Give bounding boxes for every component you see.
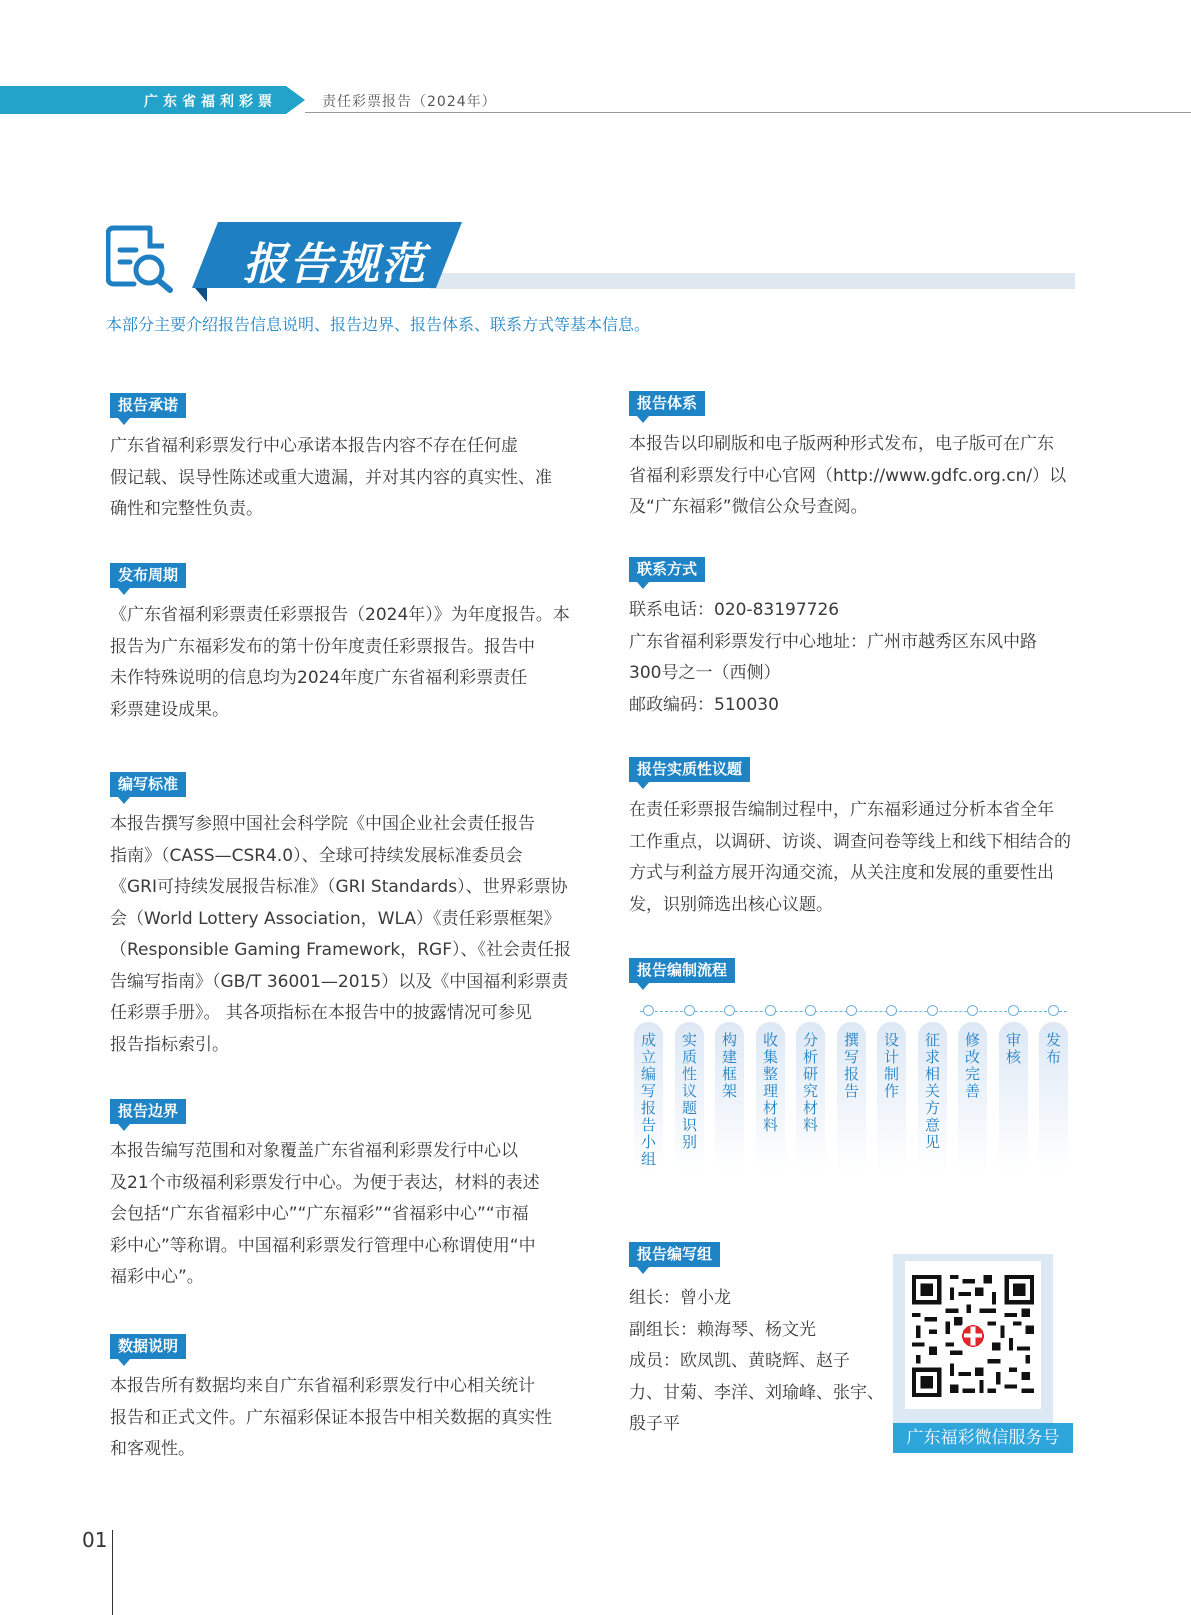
page-title: 报告规范 [243,239,427,290]
paragraph-system: 本报告以印刷版和电子版两种形式发布，电子版可在广东 省福利彩票发行中心官网（http://www.gdfc.org.cn/）以 及“广东福彩”微信公众号查阅。 [629,434,1067,517]
paragraph-standard: 本报告撰写参照中国社会科学院《中国企业社会责任报告 指南》（CASS—CSR4.0）、全球可持续发展标准委员会 《GRI可持续发展报告标准》（GRI Standards）、世界彩票协 会（World Lottery Association，WLA）《责任彩票框架》 （Responsible Gaming Framework，RGF）、《社会责任报 告编写指南》（GB/T 36001—2015）以及《中国福利彩票责 任彩票手册》。 其各项指标在本报告中的披露情况可参见 报告指标索引。 [110,814,571,1055]
page-number: 01 [82,1528,108,1552]
process-dot [1048,1005,1059,1016]
paragraph-data: 本报告所有数据均来自广东省福利彩票发行中心相关统计 报告和正式文件。广东福彩保证本报告中相关数据的真实性 和客观性。 [110,1376,552,1459]
header-report-title: 责任彩票报告（2024年） [322,94,497,110]
section-label-system: 报告体系 [629,391,705,416]
paragraph-commit: 广东省福利彩票发行中心承诺本报告内容不存在任何虚 假记载、误导性陈述或重大遗漏，并对其内容的真实性、准 确性和完整性负责。 [110,436,552,519]
process-dot [967,1005,978,1016]
process-dot [684,1005,695,1016]
section-label-contact: 联系方式 [629,557,705,582]
process-dot [927,1005,938,1016]
section-label-cycle: 发布周期 [110,563,186,588]
process-step: 实质性议题识别 [675,1022,704,1172]
process-dot [1008,1005,1019,1016]
section-label-process: 报告编制流程 [629,958,735,983]
paragraph-boundary: 本报告编写范围和对象覆盖广东省福利彩票发行中心以 及21个市级福利彩票发行中心。为便于表达，材料的表述 会包括“广东省福彩中心”“广东福彩”“省福彩中心”“市福 彩中心”等称谓。中国福利彩票发行管理中心称谓使用“中 福彩中心”。 [110,1141,540,1287]
process-dot [643,1005,654,1016]
paragraph-topics: 在责任彩票报告编制过程中，广东福彩通过分析本省全年 工作重点，以调研、访谈、调查问卷等线上和线下相结合的 方式与利益方展开沟通交流，从关注度和发展的重要性出 发，识别筛选出核心议题。 [629,800,1071,915]
process-step: 成立编写报告小组 [634,1022,663,1172]
process-step: 征求相关方意见 [918,1022,947,1172]
document-search-icon [106,224,176,294]
process-dot [765,1005,776,1016]
process-dot [805,1005,816,1016]
qr-caption: 广东福彩微信服务号 [893,1423,1073,1453]
section-label-topics: 报告实质性议题 [629,757,750,782]
process-dot [846,1005,857,1016]
process-dot [886,1005,897,1016]
process-step: 分析研究材料 [796,1022,825,1172]
process-step: 设计制作 [877,1022,906,1172]
process-step: 发布 [1039,1022,1068,1172]
process-step: 构建框架 [715,1022,744,1172]
section-label-commit: 报告承诺 [110,393,186,418]
paragraph-team: 组长：曾小龙 副组长：赖海琴、杨文光 成员：欧凤凯、黄晓辉、赵子 力、甘菊、李洋、刘瑜峰、张宇、 殷子平 [629,1288,884,1434]
process-step: 修改完善 [958,1022,987,1172]
process-dot [724,1005,735,1016]
page-number-divider [112,1530,113,1615]
intro-text: 本部分主要介绍报告信息说明、报告边界、报告体系、联系方式等基本信息。 [106,315,651,334]
paragraph-cycle: 《广东省福利彩票责任彩票报告（2024年）》为年度报告。本 报告为广东福彩发布的第十份年度责任彩票报告。报告中 未作特殊说明的信息均为2024年度广东省福利彩票责任 彩票建设成果。 [110,605,570,720]
title-underline [430,273,1075,289]
process-step: 审核 [999,1022,1028,1172]
paragraph-contact: 联系电话：020-83197726 广东省福利彩票发行中心地址：广州市越秀区东风中路 300号之一（西侧） 邮政编码：510030 [629,600,1037,715]
title-banner-fold [195,288,207,302]
process-step: 撰写报告 [837,1022,866,1172]
header-org: 广东省福利彩票 [144,94,277,110]
process-step: 收集整理材料 [756,1022,785,1172]
qr-code-icon[interactable] [912,1270,1034,1402]
section-label-standard: 编写标准 [110,772,186,797]
section-label-data: 数据说明 [110,1334,186,1359]
header-divider [305,112,1191,113]
section-label-team: 报告编写组 [629,1242,720,1267]
section-label-boundary: 报告边界 [110,1099,186,1124]
